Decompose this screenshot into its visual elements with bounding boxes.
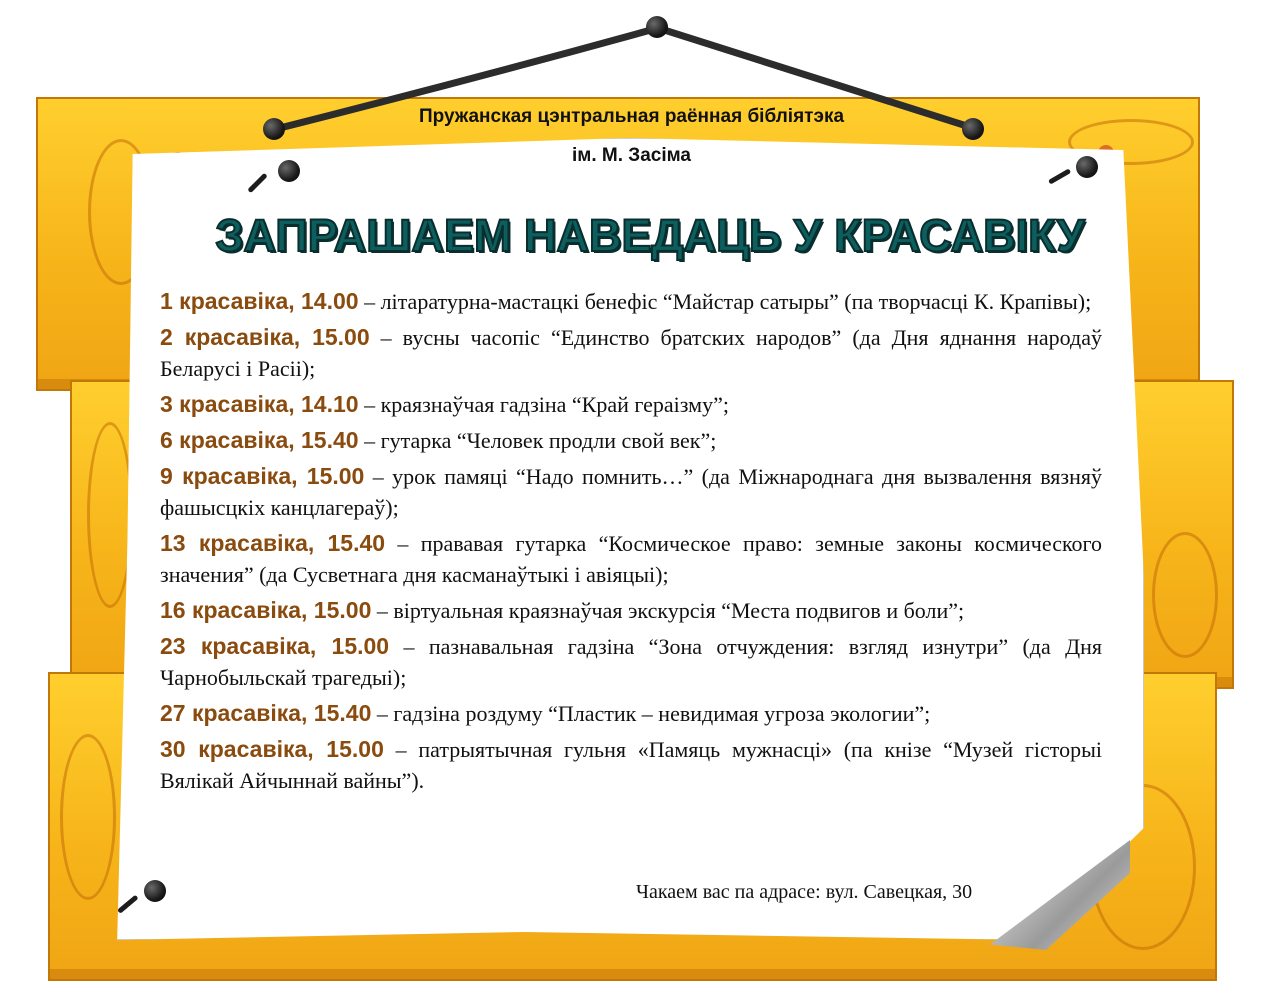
address-line: Чакаем вас па адрасе: вул. Савецкая, 30: [636, 881, 973, 903]
event-date: 13 красавіка, 15.40: [160, 530, 386, 556]
event-description: – урок памяці “Надо помнить…” (да Міжнароднага дня вызвалення вязняў фашысцкіх канцлагераў);: [160, 464, 1102, 520]
nail-icon: [646, 16, 668, 38]
event-description: – краязнаўчая гадзіна “Край гераізму”;: [358, 392, 729, 417]
event-item: [160, 389, 1102, 420]
event-date: 3 красавіка, 14.10: [160, 391, 359, 417]
event-date: 2 красавіка, 15.00: [160, 324, 370, 350]
library-dedication: ім. М. Засіма: [572, 145, 691, 166]
page-title: ЗАПРАШАЕМ НАВЕДАЦЬ У КРАСАВІКУ: [215, 210, 1085, 261]
event-item: [160, 595, 1102, 626]
event-item: [160, 322, 1102, 384]
event-description: – патрыятычная гульня «Памяць мужнасці» (па кнізе “Музей гісторыі Вялікай Айчыннай вайны”).: [160, 737, 1103, 793]
event-description: – віртуальная краязнаўчая экскурсія “Места подвигов и боли”;: [371, 598, 965, 623]
event-date: 9 красавіка, 15.00: [160, 463, 365, 489]
event-date: 23 красавіка, 15.00: [160, 633, 390, 659]
event-item: [160, 698, 1102, 729]
event-item: [160, 734, 1102, 796]
event-description: – прававая гутарка “Космическое право: земные законы космического значения” (да Сусветнага дня касманаўтыкі і авіяцыі);: [160, 531, 1102, 587]
event-item: [160, 461, 1102, 523]
event-description: – гадзіна роздуму “Пластик – невидимая угроза экологии”;: [371, 701, 931, 726]
event-item: [160, 286, 1102, 317]
event-date: 6 красавіка, 15.40: [160, 427, 359, 453]
event-description: – пазнавальная гадзіна “Зона отчуждения: взгляд изнутри” (да Дня Чарнобыльскай трагедыі);: [160, 634, 1103, 690]
event-item: [160, 631, 1102, 693]
library-name: Пружанская цэнтральная раённая бібліятэка: [418, 106, 845, 127]
event-description: – літаратурна-мастацкі бенефіс “Майстар сатыры” (па творчасці К. Крапівы);: [358, 289, 1092, 314]
event-date: 27 красавіка, 15.40: [160, 700, 372, 726]
event-description: – вусны часопіс “Единство братских народов” (да Дня яднання народаў Беларусі і Расіі);: [160, 325, 1102, 381]
event-date: 30 красавіка, 15.00: [160, 736, 384, 762]
event-date: 16 красавіка, 15.00: [160, 597, 372, 623]
nail-icon: [144, 880, 166, 902]
event-item: [160, 425, 1102, 456]
event-description: – гутарка “Человек продли свой век”;: [358, 428, 717, 453]
event-item: [160, 528, 1102, 590]
event-list: [160, 286, 1102, 801]
event-date: 1 красавіка, 14.00: [160, 288, 359, 314]
